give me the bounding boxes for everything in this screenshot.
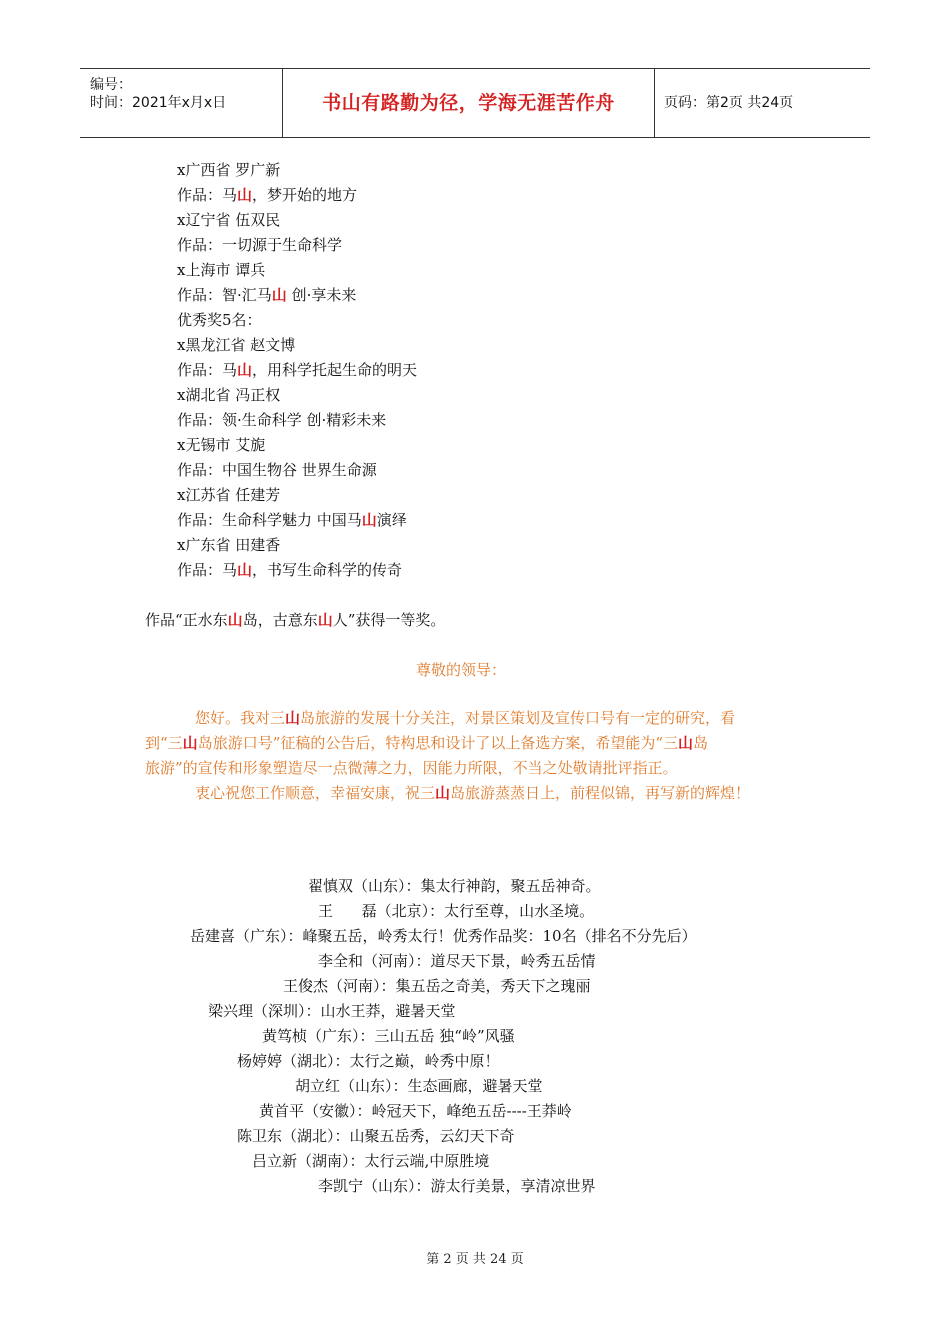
list-item: 作品：马山，书写生命科学的传奇 (177, 561, 403, 579)
list-item: 作品：马山，用科学托起生命的明天 (177, 361, 418, 379)
entry-line: 王 磊（北京）：太行至尊，山水圣境。 (318, 902, 595, 920)
list-item: x广东省 田建香 (177, 536, 281, 554)
list-item: 作品：领·生命科学 创·精彩未来 (177, 411, 387, 429)
date-label: 时间：2021年x月x日 (90, 95, 227, 111)
letter-closing: 衷心祝您工作顺意，幸福安康，祝三山岛旅游蒸蒸日上，前程似锦，再写新的辉煌！ (195, 784, 751, 802)
entry-line: 梁兴理（深圳）：山水王莽，避暑天堂 (208, 1002, 456, 1020)
entry-line: 李全和（河南）：道尽天下景，岭秀五岳情 (318, 952, 596, 970)
list-item: x黑龙江省 赵文博 (177, 336, 296, 354)
list-item: 作品：马山，梦开始的地方 (177, 186, 358, 204)
entry-line: 李凯宁（山东）：游太行美景，享清凉世界 (318, 1177, 596, 1195)
letter-salutation: 尊敬的领导： (416, 661, 507, 679)
letter-paragraph-line: 旅游”的宣传和形象塑造尽一点微薄之力，因能力所限，不当之处敬请批评指正。 (145, 759, 678, 777)
letter-paragraph-line: 您好。我对三山岛旅游的发展十分关注，对景区策划及宣传口号有一定的研究，看 (195, 709, 736, 727)
entry-line: 陈卫东（湖北）：山聚五岳秀，云幻天下奇 (237, 1127, 515, 1145)
list-item: x上海市 谭兵 (177, 261, 266, 279)
entry-line: 岳建喜（广东）：峰聚五岳，岭秀太行！优秀作品奖：10名（排名不分先后） (190, 927, 697, 945)
list-item: x江苏省 任建芳 (177, 486, 281, 504)
header-motto: 书山有路勤为径，学海无涯苦作舟 (322, 92, 615, 114)
page-header (80, 68, 870, 138)
code-label: 编号： (90, 77, 132, 93)
entry-line: 黄笃桢（广东）：三山五岳 独“岭”风骚 (262, 1027, 515, 1045)
list-item: 作品：智·汇马山 创·享未来 (177, 286, 357, 304)
header-meta (80, 69, 282, 137)
entry-line: 胡立红（山东）：生态画廊，避暑天堂 (295, 1077, 543, 1095)
entry-line: 吕立新（湖南）：太行云端,中原胜境 (252, 1152, 490, 1170)
list-item: 作品：中国生物谷 世界生命源 (177, 461, 377, 479)
list-item: x无锡市 艾旎 (177, 436, 266, 454)
entry-line: 王俊杰（河南）：集五岳之奇美，秀天下之瑰丽 (283, 977, 591, 995)
list-item: 作品：一切源于生命科学 (177, 236, 343, 254)
award-line: 作品“正水东山岛，古意东山人”获得一等奖。 (145, 611, 446, 629)
letter-paragraph-line: 到“三山岛旅游口号”征稿的公告后，特构思和设计了以上备选方案，希望能为“三山岛 (145, 734, 709, 752)
entry-line: 翟慎双（山东）：集太行神韵，聚五岳神奇。 (308, 877, 601, 895)
header-page-label: 页码：第2页 共24页 (664, 95, 794, 111)
list-item: x湖北省 冯正权 (177, 386, 281, 404)
list-item: 优秀奖5名： (177, 311, 262, 329)
entry-line: 黄首平（安徽）：岭冠天下，峰绝五岳----王莽岭 (259, 1102, 572, 1120)
entry-line: 杨婷婷（湖北）：太行之巅，岭秀中原！ (237, 1052, 500, 1070)
list-item: x广西省 罗广新 (177, 161, 281, 179)
list-item: x辽宁省 伍双民 (177, 211, 281, 229)
list-item: 作品：生命科学魅力 中国马山演绎 (177, 511, 407, 529)
header-divider (654, 69, 655, 137)
page-footer: 第 2 页 共 24 页 (426, 1252, 524, 1267)
